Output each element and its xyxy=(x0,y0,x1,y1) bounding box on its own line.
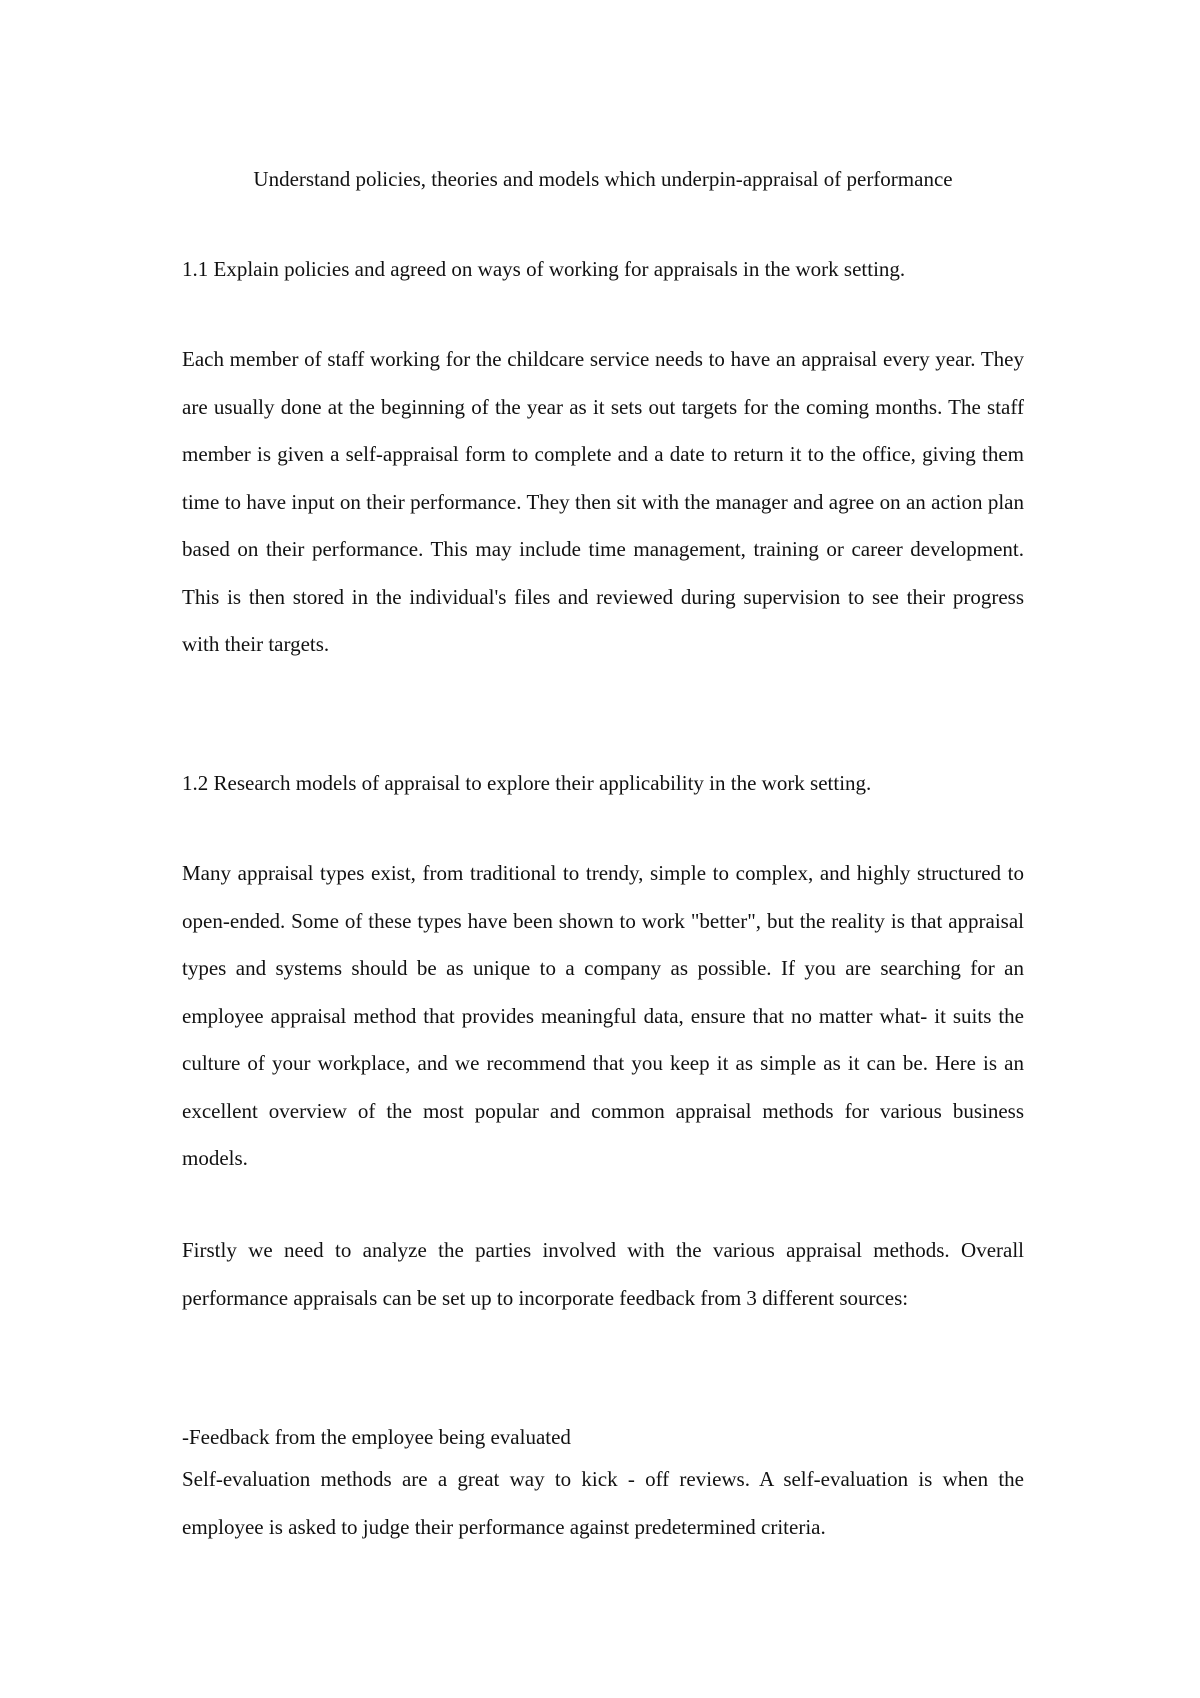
feedback-subheading: -Feedback from the employee being evaluated xyxy=(182,1425,571,1449)
document-title: Understand policies, theories and models which underpin-appraisal of performance xyxy=(253,167,953,191)
section-1-2-paragraph-2: Firstly we need to analyze the parties involved with the various appraisal methods. Overall performance appraisals can be set up to incorporate feedback from 3 different sources: xyxy=(182,1238,1024,1310)
section-1-2-paragraph-3: Self-evaluation methods are a great way to kick - off reviews. A self-evaluation is when the employee is asked to judge their performance against predetermined criteria. xyxy=(182,1467,1024,1539)
section-1-2-heading: 1.2 Research models of appraisal to explore their applicability in the work setting. xyxy=(182,771,872,795)
section-1-2-paragraph-1: Many appraisal types exist, from traditional to trendy, simple to complex, and highly structured to open-ended. Some of these types have been shown to work "better", but the reality is that appraisal types and systems should be as unique to a company as possible. If you are searching for an employee appraisal method that provides meaningful data, ensure that no matter what- it suits the culture of your workplace, and we recommend that you keep it as simple as it can be. Here is an excellent overview of the most popular and common appraisal methods for various business models. xyxy=(182,861,1024,1170)
section-1-1-heading: 1.1 Explain policies and agreed on ways of working for appraisals in the work setting. xyxy=(182,257,906,281)
section-1-1-paragraph: Each member of staff working for the childcare service needs to have an appraisal every year. They are usually done at the beginning of the year as it sets out targets for the coming months. The staff member is given a self-appraisal form to complete and a date to return it to the office, giving them time to have input on their performance. They then sit with the manager and agree on an action plan based on their performance. This may include time management, training or career development. This is then stored in the individual's files and reviewed during supervision to see their progress with their targets. xyxy=(182,347,1024,656)
